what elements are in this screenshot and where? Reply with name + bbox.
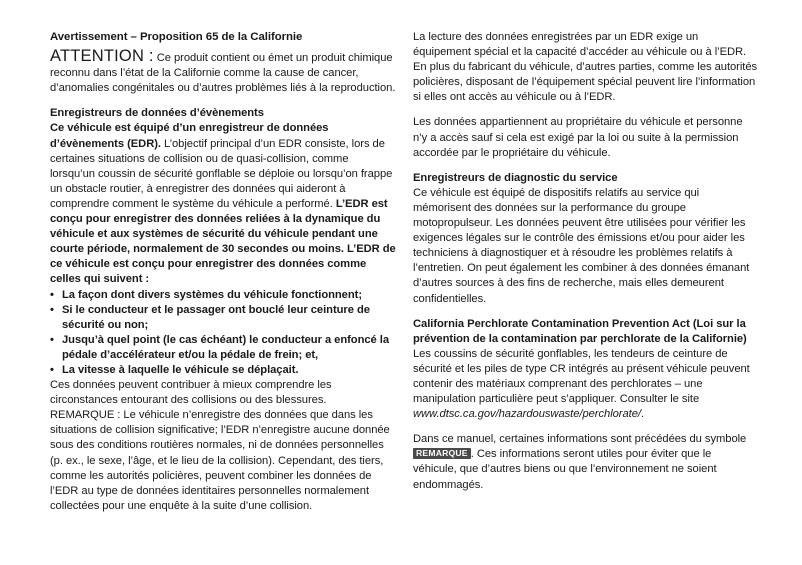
bullet-icon: • <box>50 288 54 301</box>
list-item: • La façon dont divers systèmes du véhicule fonctionnent; <box>50 288 396 303</box>
left-column <box>50 30 396 514</box>
bullet-icon: • <box>50 333 54 346</box>
diag-heading: Enregistreurs de diagnostic du service <box>413 171 618 184</box>
list-item: • La vitesse à laquelle le véhicule se déplaçait. <box>50 363 396 378</box>
list-item: • Si le conducteur et le passager ont bouclé leur ceinture de sécurité ou non; <box>50 303 370 331</box>
diag-paragraph: Ce véhicule est équipé de dispositifs relatifs au service qui mémorisent des données sur la performance du groupe motopropulseur. Les données peuvent être utilisées pour vérifier les exigences légales sur le contrôle des émissions et/ou pour aider les techniciens à diagnostiquer et à résoudre les problèmes relatifs à l’entretien. On peut également les combiner à des données émanant d’autres sources à des fins de recherche, mais elles demeurent confidentielles. <box>413 186 750 305</box>
right-column <box>413 30 758 493</box>
edr-heading: Enregistreurs de données d’évènements <box>50 107 264 120</box>
edr-remark: REMARQUE : Le véhicule n’enregistre des données que dans les situations de collision significative; l’EDR n’enregistre aucune donnée sous des conditions routières normales, ni de données personnelles (p. ex., le sexe, l’âge, et le lieu de la collision). Cependant, des tiers, comme les autorités policières, peuvent combiner les données de l’EDR au type de données identitaires personnelles normalement collectées pour une enquête à la suite d’une collision. <box>50 409 390 512</box>
perchlorate-link[interactable]: www.dtsc.ca.gov/hazardouswaste/perchlorate/ <box>413 408 641 421</box>
list-item: • Jusqu’à quel point (le cas échéant) le conducteur a enfoncé la pédale d’accélérateur et/ou la pédale de frein; et, <box>50 333 390 361</box>
edr-data-list <box>50 288 396 379</box>
owner-data-paragraph: Les données appartiennent au propriétaire du véhicule et personne n’y a accès sauf si cela est exigé par la loi ou suite à la permission accordée par le propriétaire du véhicule. <box>413 116 743 159</box>
perchlorate-paragraph: Les coussins de sécurité gonflables, les tendeurs de ceinture de sécurité et les piles de type CR intégrés au présent véhicule peuvent contenir des matériaux comprenant des perchlorates – une manipulation particulière peut s’appliquer. Consulter le site www.dtsc.ca.gov/hazardouswaste/perchlorate/. <box>413 347 750 421</box>
prop65-title: Avertissement – Proposition 65 de la Californie <box>50 31 303 43</box>
prop65-text: Ce produit contient ou émet un produit chimique reconnu dans l’état de la Californie comme la cause de cancer, d’anomalies congénitales ou d’autres problèmes liés à la reproduction. <box>50 52 396 95</box>
bullet-icon: • <box>50 363 54 376</box>
attention-label: ATTENTION : <box>50 47 154 66</box>
edr-bold-intro: Ce véhicule est équipé d’un enregistreur de données d’évènements (EDR). <box>50 122 329 150</box>
remarque-badge: REMARQUE <box>413 448 471 459</box>
prop65-warning <box>50 49 396 96</box>
edr-text: L’objectif principal d’un EDR consiste, lors de certaines situations de collision ou de quasi-collision, comme lorsqu’un coussin de sécurité gonflable se déploie ou lorsqu’on frappe un obstacle routier, à enregistrer des données qui aideront à comprendre comment le système du véhicule a performé. <box>50 137 393 210</box>
perchlorate-heading: California Perchlorate Contamination Prevention Act (Loi sur la prévention de la contamination par perchlorate de la Californie) <box>413 317 747 345</box>
bullet-icon: • <box>50 303 54 316</box>
edr-usefulness: Ces données peuvent contribuer à mieux comprendre les circonstances entourant des collisions ou des blessures. <box>50 379 332 407</box>
edr-bold-purpose: L’EDR est conçu pour enregistrer des données reliées à la dynamique du véhicule et aux systèmes de sécurité du véhicule pendant une courte période, normalement de 30 secondes ou moins. L’EDR de ce véhicule est conçu pour enregistrer des données comme celles qui suivent : <box>50 197 396 286</box>
edr-paragraph <box>50 121 396 287</box>
remark-symbol-paragraph: Dans ce manuel, certaines informations sont précédées du symbole REMARQUE . Ces informations seront utiles pour éviter que le véhicule, que d’autres biens ou que l’environnement ne soient endommagés. <box>413 433 747 491</box>
edr-read-paragraph: La lecture des données enregistrées par un EDR exige un équipement spécial et la capacité d’accéder au véhicule ou à l’EDR. En plus du fabricant du véhicule, d’autres parties, comme les autorités policières, disposant de l’équipement spécial peuvent lire l’information si elles ont accès au véhicule ou à l’EDR. <box>413 31 758 104</box>
